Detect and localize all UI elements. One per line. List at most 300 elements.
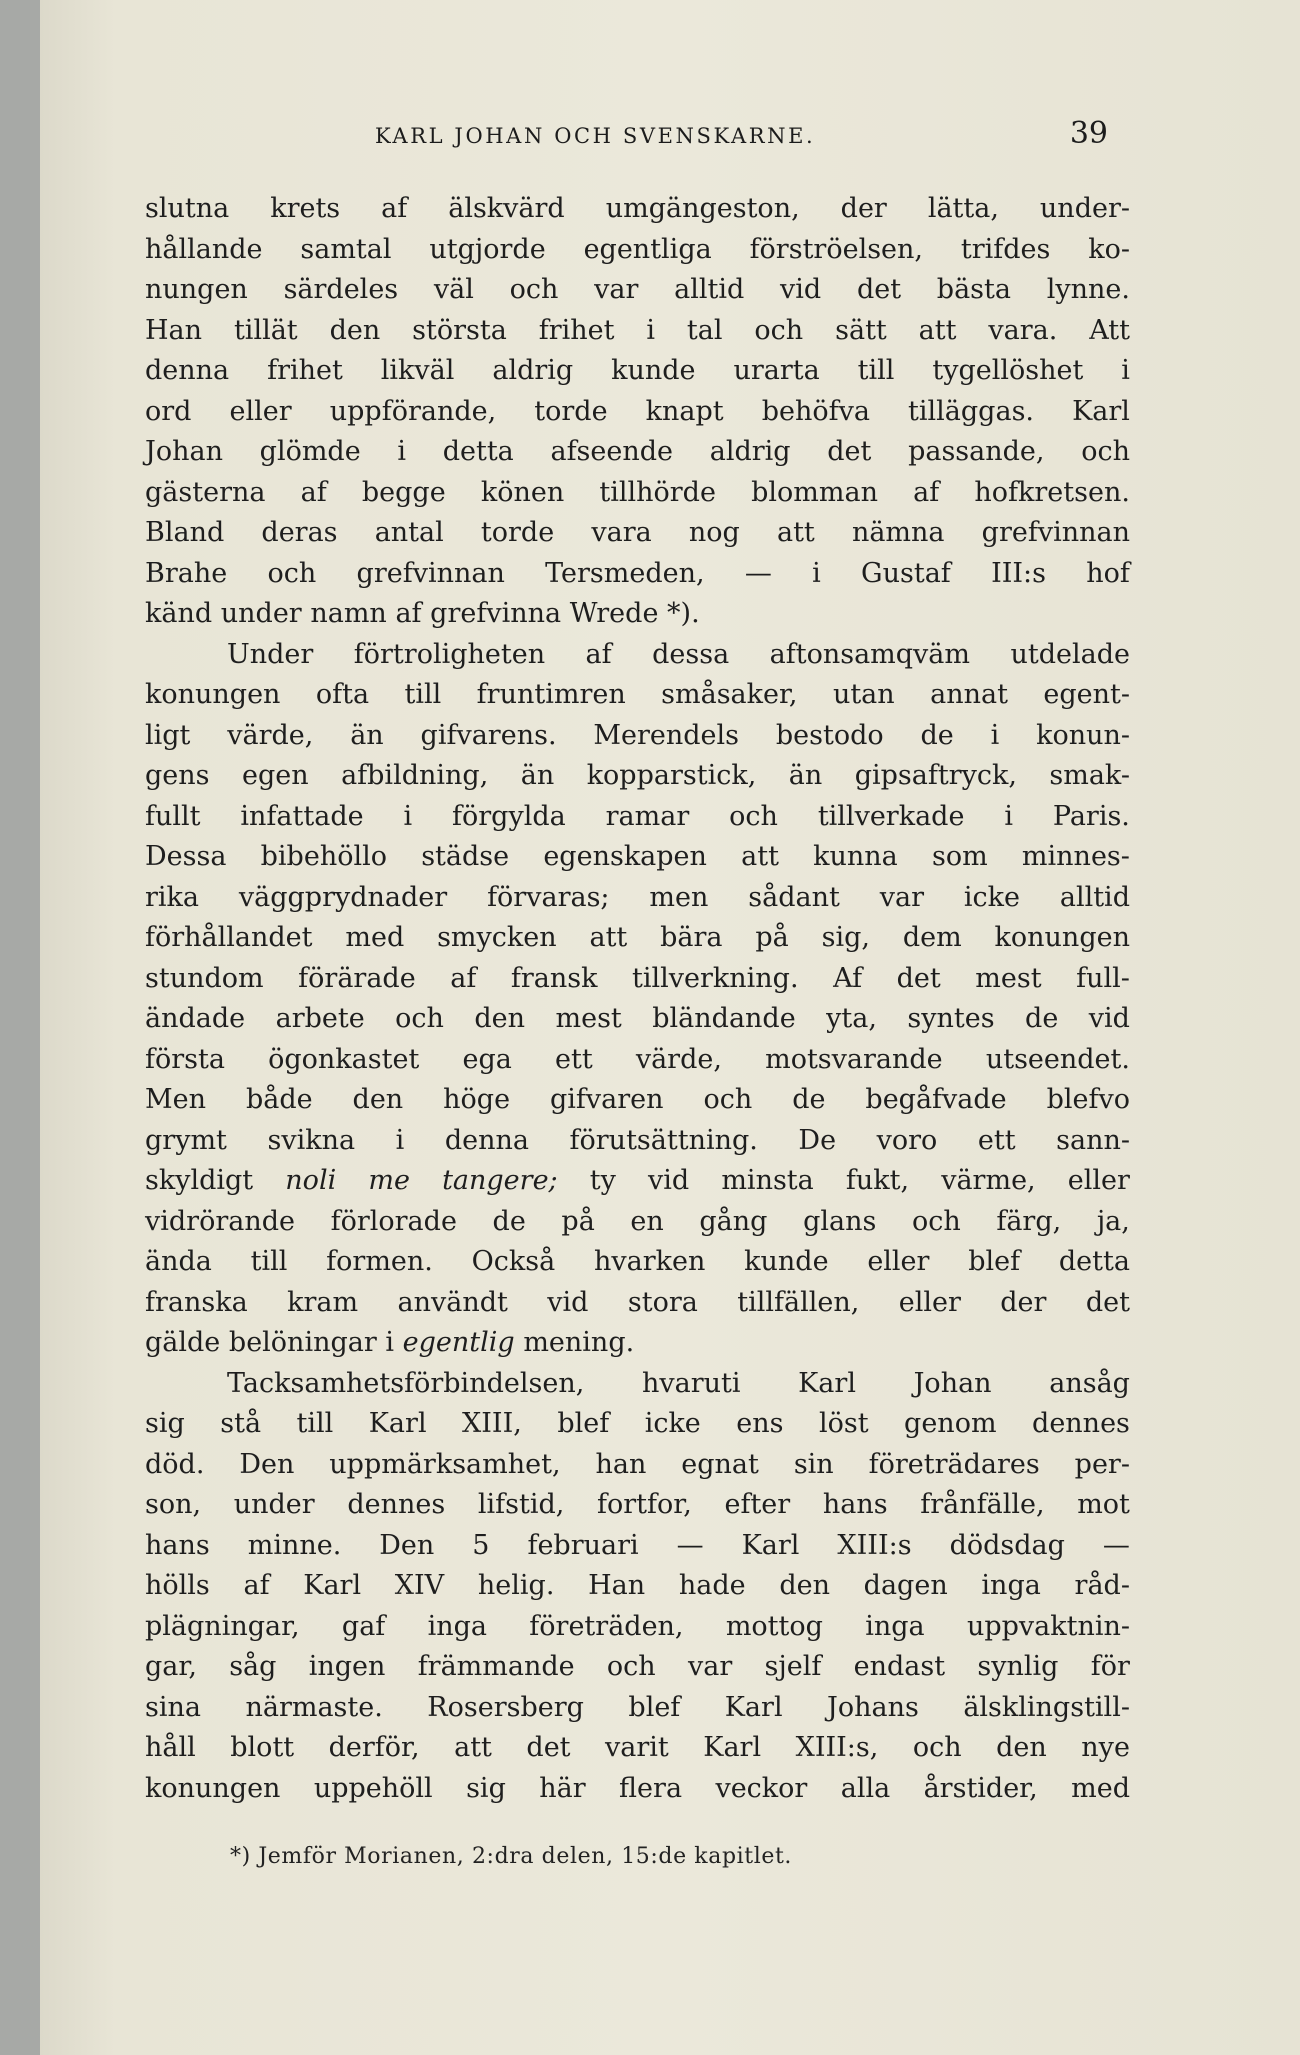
text-line <box>145 1080 1130 1121</box>
word: städse <box>421 841 510 872</box>
word: ett <box>977 1124 1016 1156</box>
word: utgjorde <box>429 233 546 265</box>
word: den <box>779 1570 830 1601</box>
word: under <box>233 1489 315 1520</box>
word: XIII, <box>462 1408 522 1439</box>
word: egenskapen <box>543 841 707 872</box>
word: tygellöshet <box>932 355 1084 386</box>
word: smak- <box>1049 760 1130 791</box>
word: hölls <box>145 1570 210 1601</box>
word: syntes <box>907 1003 995 1034</box>
word: glans <box>803 1205 877 1237</box>
word: af <box>300 476 327 508</box>
word: närmaste. <box>245 1691 383 1723</box>
word: egentlig <box>402 1327 515 1358</box>
word: plägningar, <box>145 1610 300 1642</box>
word: ändade <box>145 1003 246 1034</box>
word: i <box>395 1124 405 1156</box>
word: genom <box>904 1408 997 1439</box>
word: krets <box>270 193 341 224</box>
word: likväl <box>380 355 455 386</box>
word: var <box>594 274 639 305</box>
word: sann- <box>1056 1124 1130 1156</box>
word: dennes <box>1032 1408 1130 1439</box>
word: Han <box>145 314 203 346</box>
word: kunna <box>813 841 898 872</box>
word: Karl <box>741 1529 800 1561</box>
word: inga <box>981 1570 1041 1601</box>
text-line <box>145 716 1130 757</box>
word: smycken <box>437 922 557 953</box>
word: ansåg <box>1049 1367 1130 1399</box>
word: motsvarande <box>765 1043 943 1075</box>
word: att <box>776 517 815 548</box>
text-line <box>145 1242 1130 1283</box>
text-line <box>145 1485 1130 1526</box>
word: konungen <box>994 922 1130 953</box>
word: nog <box>688 517 740 548</box>
word: af <box>381 193 408 224</box>
word: gaf <box>341 1610 386 1642</box>
word: sådant <box>748 881 840 913</box>
word: fransk <box>510 962 598 994</box>
text-line <box>145 1445 1130 1486</box>
word: aftonsamqväm <box>769 638 971 670</box>
word: belöningar <box>228 1327 377 1358</box>
text-line <box>145 513 1130 554</box>
word: i <box>1004 800 1013 832</box>
word: Men <box>145 1084 207 1115</box>
word: endast <box>853 1651 946 1682</box>
word: att <box>454 1732 492 1763</box>
word: nye <box>1081 1732 1130 1763</box>
text-line <box>145 554 1130 595</box>
word: företrädares <box>868 1448 1040 1480</box>
word: Merendels <box>593 719 740 751</box>
word: gästerna <box>145 476 266 508</box>
word: och <box>703 1084 753 1115</box>
word: Under <box>227 638 314 670</box>
word: grefvinna <box>430 598 562 629</box>
word: de <box>492 1205 526 1237</box>
word: eller <box>898 1286 961 1318</box>
word: uppehöll <box>313 1772 433 1804</box>
word: tillverkade <box>817 800 965 832</box>
word: icke <box>963 881 1020 913</box>
word: största <box>412 314 507 346</box>
word: eller <box>229 395 292 427</box>
word: ända <box>145 1246 212 1277</box>
word: fruntimren <box>476 679 626 710</box>
word: det <box>896 962 941 994</box>
word: och <box>912 1732 962 1763</box>
word: knapt <box>645 395 724 427</box>
word: förtroligheten <box>353 638 546 670</box>
word: franska <box>145 1286 248 1318</box>
text-line <box>145 756 1130 797</box>
word: Den <box>239 1448 295 1480</box>
word: främmande <box>417 1651 575 1682</box>
word: frånfälle, <box>920 1489 1045 1520</box>
word: afseende <box>550 436 674 467</box>
word: dödsdag <box>949 1529 1065 1561</box>
word: der <box>1000 1286 1047 1318</box>
word: första <box>145 1043 225 1075</box>
word: bestodo <box>775 719 884 751</box>
text-line <box>145 1283 1130 1324</box>
text-line <box>145 1769 1130 1810</box>
text-line <box>145 1566 1130 1607</box>
word: rika <box>145 881 199 913</box>
word: egentliga <box>583 233 712 265</box>
text-line <box>145 1121 1130 1162</box>
text-line <box>145 189 1130 230</box>
word: infattade <box>240 800 364 832</box>
word: sätt <box>835 314 887 346</box>
word: flera <box>619 1772 683 1804</box>
word: glömde <box>259 436 361 467</box>
word: af <box>243 1570 270 1601</box>
word: än <box>788 760 823 791</box>
word: — <box>744 557 772 589</box>
footnote: *) Jemför Morianen, 2:dra delen, 15:de kapitlet. <box>230 1844 792 1869</box>
word: lifstid, <box>477 1489 565 1520</box>
word: dennes <box>347 1489 446 1520</box>
word: småsaker, <box>661 679 798 710</box>
word: XIII:s <box>837 1529 912 1561</box>
word: Rosersberg <box>427 1691 584 1723</box>
word: hofkretsen. <box>974 476 1130 508</box>
word: det <box>1085 1286 1130 1318</box>
word: de <box>1025 1003 1059 1034</box>
word: med <box>1071 1772 1130 1804</box>
word: der <box>840 193 887 224</box>
word: Karl <box>1072 395 1130 427</box>
word: konun- <box>1036 719 1130 751</box>
word: med <box>345 922 405 953</box>
word: i <box>385 1327 395 1358</box>
word: känd <box>145 598 213 629</box>
word: egent- <box>1043 679 1130 710</box>
word: ty <box>589 1165 616 1196</box>
word: Den <box>379 1529 435 1561</box>
word: ens <box>736 1408 784 1439</box>
word: Karl <box>724 1691 783 1723</box>
word: till <box>404 679 442 710</box>
word: svikna <box>267 1124 356 1156</box>
word: vid <box>780 274 822 305</box>
word: tillät <box>233 314 298 346</box>
text-line <box>145 392 1130 433</box>
text-line <box>145 959 1130 1000</box>
word: eller <box>867 1246 930 1277</box>
word: gens <box>145 760 210 791</box>
word: särdeles <box>283 274 399 305</box>
word: förlorade <box>330 1205 457 1237</box>
word: fukt, <box>845 1165 910 1196</box>
text-line <box>145 1040 1130 1081</box>
word: ja, <box>1096 1205 1130 1237</box>
word: blef <box>968 1246 1021 1277</box>
word: och <box>911 1205 961 1237</box>
word: såg <box>229 1651 277 1682</box>
word: i <box>990 719 1000 751</box>
word: trifdes <box>960 233 1051 265</box>
word: mottog <box>725 1610 823 1642</box>
word: hans <box>822 1489 888 1520</box>
word: för <box>1090 1651 1130 1682</box>
word: De <box>798 1124 837 1156</box>
word: i <box>812 557 821 589</box>
word: Karl <box>798 1367 856 1399</box>
word: nämna <box>851 517 945 548</box>
word: icke <box>644 1408 701 1439</box>
word: och <box>509 274 559 305</box>
word: både <box>245 1084 313 1115</box>
word: Också <box>471 1246 556 1277</box>
word: i <box>397 436 407 467</box>
word: vid <box>547 1286 589 1318</box>
word: till <box>250 1246 288 1277</box>
word: väggprydnader <box>238 881 448 913</box>
word: gifvarens. <box>420 719 557 751</box>
word: XIV <box>394 1570 445 1601</box>
word: tillfällen, <box>737 1286 860 1318</box>
word: derför, <box>328 1732 420 1763</box>
word: Af <box>833 962 863 994</box>
word: till <box>296 1408 334 1439</box>
word: den <box>996 1732 1047 1763</box>
word: uppvaktnin- <box>966 1610 1130 1642</box>
text-line <box>145 594 1130 635</box>
word: Karl <box>303 1570 362 1601</box>
word: ofta <box>315 679 370 710</box>
word: III:s <box>991 557 1047 589</box>
word: och <box>754 314 804 346</box>
word: under- <box>1039 193 1130 224</box>
word: tillverkning. <box>632 962 799 994</box>
word: Dessa <box>145 841 227 872</box>
word: älsklingstill- <box>963 1691 1130 1723</box>
word: stå <box>220 1408 262 1439</box>
text-line <box>145 270 1130 311</box>
word: mot <box>1077 1489 1130 1520</box>
word: gång <box>699 1205 768 1237</box>
word: Wrede <box>569 598 659 629</box>
word: Gustaf <box>861 557 951 589</box>
word: torde <box>534 395 608 427</box>
word: på <box>755 922 789 953</box>
word: ord <box>145 395 192 427</box>
word: konungen <box>145 1772 281 1804</box>
text-line <box>145 797 1130 838</box>
word: de <box>920 719 954 751</box>
word: ramar <box>605 800 690 832</box>
word: gar, <box>145 1651 197 1682</box>
word: bibehöllo <box>260 841 387 872</box>
word: Johans <box>827 1691 919 1723</box>
text-line <box>145 1323 1130 1364</box>
word: per- <box>1074 1448 1130 1480</box>
word: skyldigt <box>145 1165 254 1196</box>
text-line <box>145 311 1130 352</box>
word: sina <box>145 1691 201 1723</box>
word: dessa <box>652 638 730 670</box>
word: aldrig <box>709 436 791 467</box>
word: tilläggas. <box>908 395 1035 427</box>
word: höge <box>443 1084 511 1115</box>
word: den <box>474 1003 526 1034</box>
word: aldrig <box>492 355 574 386</box>
word: färg, <box>996 1205 1062 1237</box>
word: yta, <box>826 1003 877 1034</box>
text-line <box>145 351 1130 392</box>
word: tal <box>686 314 723 346</box>
word: egen <box>241 760 309 791</box>
word: varit <box>605 1732 669 1763</box>
word: det <box>526 1732 571 1763</box>
word: sig, <box>821 922 870 953</box>
running-head: KARL JOHAN OCH SVENSKARNE. <box>375 124 816 148</box>
word: förgylda <box>452 800 566 832</box>
word: grefvinnan <box>981 517 1130 548</box>
word: kunde <box>744 1246 829 1277</box>
word: i <box>646 314 656 346</box>
word: alla <box>840 1772 891 1804</box>
word: och <box>729 800 778 832</box>
word: hans <box>145 1529 210 1561</box>
word: minnes- <box>1021 841 1130 872</box>
word: urarta <box>733 355 820 386</box>
word: här <box>539 1772 586 1804</box>
word: gälde <box>145 1327 221 1358</box>
word: konungen <box>145 679 281 710</box>
word: företräden, <box>529 1610 684 1642</box>
word: gipsaftryck, <box>854 760 1017 791</box>
text-line <box>145 1728 1130 1769</box>
text-line <box>145 675 1130 716</box>
text-line <box>145 837 1130 878</box>
word: var <box>879 881 924 913</box>
word: formen. <box>326 1246 433 1277</box>
word: än <box>520 760 555 791</box>
word: bära <box>660 922 723 953</box>
word: helig. <box>477 1570 555 1601</box>
word: vid <box>1088 1003 1130 1034</box>
word: begge <box>361 476 446 508</box>
word: namn <box>310 598 387 629</box>
body-text <box>145 189 1130 1809</box>
text-line <box>145 918 1130 959</box>
word: efter <box>724 1489 791 1520</box>
word: tillhörde <box>599 476 716 508</box>
word: passande, <box>908 436 1045 467</box>
word: sig <box>466 1772 506 1804</box>
word: dem <box>902 922 962 953</box>
word: värde, <box>227 719 314 751</box>
word: väl <box>433 274 474 305</box>
word: utan <box>832 679 895 710</box>
word: blott <box>230 1732 295 1763</box>
text-line <box>145 1647 1130 1688</box>
word: var <box>687 1651 733 1682</box>
word: utseendet. <box>985 1043 1130 1075</box>
word: dagen <box>863 1570 948 1601</box>
word: men <box>649 881 709 913</box>
word: afbildning, <box>341 760 489 791</box>
word: och <box>395 1003 444 1034</box>
word: frihet <box>538 314 615 346</box>
word: de <box>792 1084 826 1115</box>
word: i <box>1121 355 1130 386</box>
word: hvaruti <box>641 1367 741 1399</box>
word: noli <box>285 1165 337 1196</box>
word: antal <box>374 517 444 548</box>
word: att <box>741 841 779 872</box>
word: Johan <box>913 1367 992 1399</box>
word: detta <box>1058 1246 1130 1277</box>
word: af <box>450 962 477 994</box>
text-line <box>145 1364 1130 1405</box>
word: kunde <box>611 355 696 386</box>
word: 5 <box>472 1529 490 1561</box>
text-line <box>145 1607 1130 1648</box>
word: han <box>595 1448 647 1480</box>
word: umgängeston, <box>605 193 800 224</box>
word: ögonkastet <box>268 1043 420 1075</box>
word: på <box>561 1205 595 1237</box>
word: och <box>267 557 317 589</box>
word: arbete <box>275 1003 365 1034</box>
word: grymt <box>145 1124 227 1156</box>
word: förhållandet <box>145 922 313 953</box>
word: gifvaren <box>550 1084 664 1115</box>
word: bländande <box>652 1003 796 1034</box>
word: stora <box>627 1286 698 1318</box>
word: Tersmeden, <box>545 557 705 589</box>
word: af <box>913 476 940 508</box>
word: löst <box>818 1408 869 1439</box>
word: vara <box>591 517 652 548</box>
word: fullt <box>145 800 201 832</box>
word: vara. <box>988 314 1058 346</box>
word: en <box>630 1205 664 1237</box>
word: den <box>329 314 381 346</box>
word: grefvinnan <box>356 557 505 589</box>
word: synlig <box>977 1651 1059 1682</box>
word: ligt <box>145 719 191 751</box>
word: i <box>403 800 413 832</box>
word: alltid <box>1059 881 1130 913</box>
word: minsta <box>721 1165 814 1196</box>
word: att <box>589 922 628 953</box>
word: veckor <box>715 1772 808 1804</box>
word: alltid <box>674 274 745 305</box>
word: — <box>1102 1529 1130 1561</box>
word: blef <box>628 1691 681 1723</box>
word: son, <box>145 1489 202 1520</box>
word: utdelade <box>1010 638 1130 670</box>
word: torde <box>480 517 555 548</box>
word: älskvärd <box>448 193 565 224</box>
text-line <box>145 1688 1130 1729</box>
word: råd- <box>1074 1570 1130 1601</box>
word: den <box>352 1084 404 1115</box>
text-line <box>145 1404 1130 1445</box>
word: annat <box>930 679 1008 710</box>
word: hållande <box>145 233 263 265</box>
word: under <box>220 598 302 629</box>
